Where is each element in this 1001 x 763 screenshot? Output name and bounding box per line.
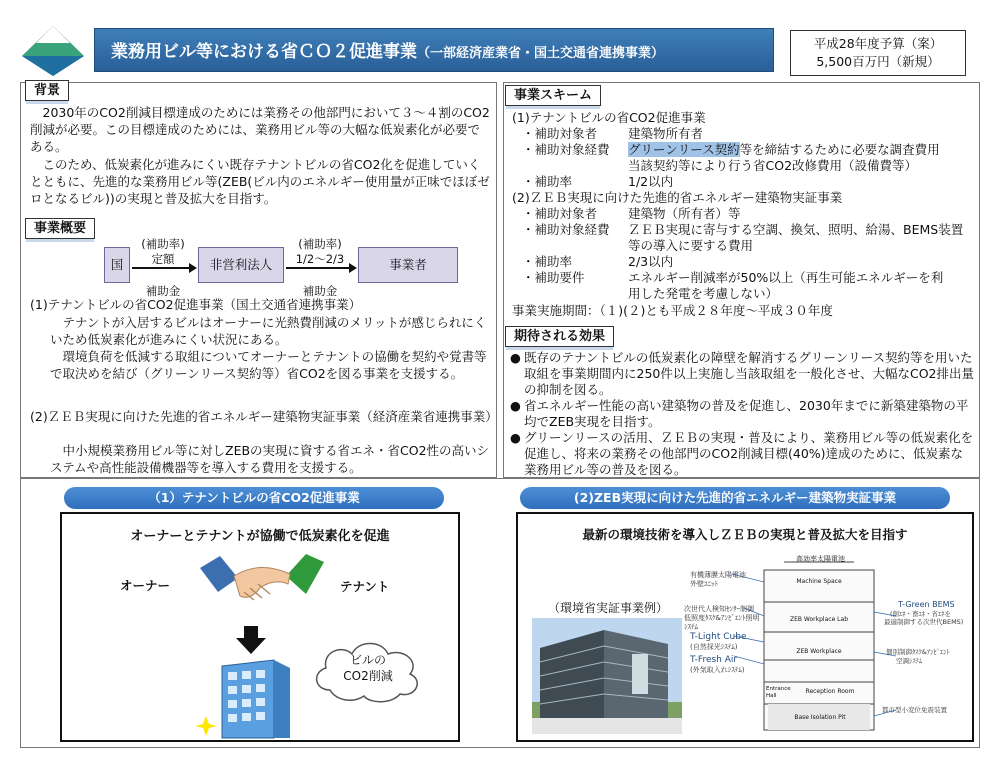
cloud-text-line1: ビルの — [349, 653, 386, 667]
bottom-left-heading: オーナーとテナントが協働で低炭素化を促進 — [130, 529, 390, 544]
background-paragraph-1: 2030年のCO2削減目標達成のためには業務その他部門において３～４割のCO2削減が必要。この目標達成のためには、業務用ビル等の大幅な低炭素化が必要である。 — [30, 105, 490, 154]
flow-box-nonprofit: 非営利法人 — [198, 247, 284, 283]
diagram-label-l4: T-Fresh Air — [690, 655, 738, 665]
scheme-s2-r4-value2: 用した発電を考慮しない） — [628, 286, 779, 301]
effects-bullet-1: ● 既存のテナントビルの低炭素化の障壁を解消するグリーンリース契約等を用いた取組を事業期間内に250件以上実施し当該取組を一般化させ、大幅なCO2排出量の抑制を図る。 — [510, 350, 975, 397]
scheme-s2-r1-key: ・補助対象者 — [522, 206, 598, 221]
overview-item2-title: (2)ＺＥＢ実現に向けた先進的省エネルギー建築物実証事業（経済産業省連携事業） — [30, 409, 498, 424]
diagram-label-r1b: (創ｴﾈ・畜ｴﾈ・省ｴﾈを — [890, 610, 952, 618]
flow-arrow2-bottom: 補助金 — [302, 284, 338, 298]
diagram-label-l1: 有機薄膜太陽電池 — [690, 571, 746, 579]
scheme-s1-r3-value: 1/2以内 — [628, 174, 674, 189]
flow-arrow2-top: (補助率) — [298, 237, 342, 251]
effects-bullet-3: ● グリーンリースの活用、ＺＥＢの実現・普及により、業務用ビル等の低炭素化を促進し、将来の業務その他部門のCO2削減目標(40%)達成のために、低炭素な業務用ビル等の普及を図る。 — [510, 430, 974, 477]
green-lease-highlight: グリーンリース契約 — [628, 142, 740, 157]
flow-arrow2-head — [349, 263, 357, 273]
cloud-text-line2: CO2削減 — [343, 669, 393, 683]
diagram-floor-4: Entrance Hall — [766, 686, 791, 699]
diagram-label-r2b: 空調ｼｽﾃﾑ — [896, 657, 922, 665]
overview-item1-p2: 環境負荷を低減する取組についてオーナーとテナントの協働を契約や覚書等で取決めを結び（グリーンリース契約等）省CO2を図る事業を支援する。 — [50, 349, 487, 381]
page-title: 業務用ビル等における省ＣＯ２促進事業（一部経済産業省・国土交通省連携事業） — [111, 42, 665, 62]
scheme-s2-r2-value2: 等の導入に要する費用 — [628, 238, 754, 253]
scheme-s2-r2-value: ＺＥＢ実現に寄与する空調、換気、照明、給湯、BEMS装置 — [628, 222, 964, 237]
diagram-label-l3: T-Light Cube — [690, 632, 747, 642]
scheme-s1-title: (1)テナントビルの省CO2促進事業 — [512, 110, 706, 125]
scheme-s1-r2-key: ・補助対象経費 — [522, 142, 610, 157]
handshake-icon — [198, 548, 326, 612]
diagram-label-r1c: 最適制御する次世代BEMS) — [884, 618, 964, 626]
example-label: （環境省実証事業例） — [548, 601, 669, 615]
budget-line1: 平成28年度予算（案） — [813, 36, 943, 51]
diagram-label-r1: T-Green BEMS — [898, 600, 955, 609]
budget-box — [790, 30, 966, 76]
diagram-label-l2: 次世代人検知ｾﾝｻｰ制御 — [684, 605, 754, 613]
bottom-right-heading: 最新の環境技術を導入しＺＥＢの実現と普及拡大を目指す — [582, 527, 908, 542]
scheme-s1-r1-key: ・補助対象者 — [522, 126, 598, 141]
overview-item1-p1: テナントが入居するビルはオーナーに光熱費削減のメリットが感じられにくいため低炭素化が進みにくい状況にある。 — [50, 315, 487, 347]
scheme-label: 事業スキーム — [505, 85, 601, 106]
flow-arrow1-mid: 定額 — [151, 252, 175, 266]
bullet-dot-icon: ● — [510, 350, 521, 365]
header — [14, 18, 988, 86]
effects-label: 期待される効果 — [505, 326, 614, 347]
scheme-s1-r2-value: グリーンリース契約等を締結するために必要な調査費用 — [628, 142, 940, 157]
scheme-s2-r4-value: エネルギー削減率が50%以上（再生可能エネルギーを利 — [628, 270, 944, 285]
flow-arrow1 — [132, 267, 190, 269]
flow-box-operator: 事業者 — [358, 247, 458, 283]
overview-item1-title: (1)テナントビルの省CO2促進事業（国土交通省連携事業） — [30, 297, 362, 312]
diagram-label-l2c: ｼｽﾃﾑ — [684, 623, 698, 631]
owner-label: オーナー — [120, 578, 171, 593]
diagram-label-top: 高効率太陽電池 — [796, 555, 845, 563]
flow-arrow1-head — [189, 263, 197, 273]
zeb-building-photo — [532, 618, 682, 734]
scheme-s1-r1-value: 建築物所有者 — [628, 126, 704, 141]
diagram-label-l1b: 外壁ﾕﾆｯﾄ — [690, 580, 718, 588]
flow-arrow1-bottom: 補助金 — [145, 284, 181, 298]
scheme-s1-r3-key: ・補助率 — [522, 174, 573, 189]
flow-arrow2-mid: 1/2～2/3 — [295, 252, 345, 266]
diagram-floor-2: ZEB Workplace Lab — [790, 616, 848, 623]
overview-item2-p1: 中小規模業務用ビル等に対しZEBの実現に資する省エネ・省CO2性の高いシステムや高性能設備機器等を導入する費用を支援する。 — [50, 443, 490, 475]
title-bar — [94, 28, 774, 72]
diagram-floor-3: ZEB Workplace — [796, 648, 842, 655]
diagram-floor-1: Machine Space — [796, 578, 842, 585]
scheme-s1-r2-value2: 当該契約等により行う省CO2改修費用（設備費等） — [628, 158, 918, 173]
bullet-dot-icon: ● — [510, 398, 521, 413]
scheme-period: 事業実施期間：（１)(２)とも平成２８年度～平成３０年度 — [512, 303, 833, 318]
diagram-floor-6: Base Isolation Pit — [794, 714, 846, 721]
diagram-label-r3: 都市型小変位免震装置 — [882, 706, 947, 714]
diagram-label-r2: 個別制御ﾀｽｸ&ｱﾝﾋﾞｴﾝﾄ — [886, 648, 950, 656]
tenant-label: テナント — [340, 579, 390, 594]
bottom-right-pill: (2)ZEB実現に向けた先進的省エネルギー建築物実証事業 — [520, 487, 950, 509]
budget-line2: 5,500百万円（新規） — [816, 54, 940, 69]
background-paragraph-2: このため、低炭素化が進みにくい既存テナントビルの省CO2化を促進していくとともに、先進的な業務用ビル等(ZEB(ビル内のエネルギー使用量が正味でほぼゼロとなるビル))の実現と普及拡大を目指す。 — [30, 157, 490, 206]
scheme-s2-title: (2)ＺＥＢ実現に向けた先進的省エネルギー建築物実証事業 — [512, 190, 843, 205]
diagram-label-l3b: (自然採光ｼｽﾃﾑ) — [690, 643, 738, 651]
scheme-s2-r1-value: 建築物（所有者）等 — [628, 206, 741, 221]
bottom-left-pill: （1）テナントビルの省CO2促進事業 — [64, 487, 444, 509]
office-building-icon — [196, 656, 306, 740]
diagram-label-l4b: (外気取入れｼｽﾃﾑ) — [690, 666, 745, 674]
scheme-s2-r2-key: ・補助対象経費 — [522, 222, 610, 237]
down-arrow-icon — [236, 626, 266, 654]
scheme-s2-r3-value: 2/3以内 — [628, 254, 674, 269]
background-label: 背景 — [25, 80, 69, 101]
scheme-s2-r4-key: ・補助要件 — [522, 270, 585, 285]
flow-arrow1-top: (補助率) — [141, 237, 185, 251]
flow-box-country: 国 — [104, 247, 130, 283]
effects-bullet-2: ● 省エネルギー性能の高い建築物の普及を促進し、2030年までに新築建築物の平均でZEB実現を目指す。 — [510, 398, 969, 429]
diagram-floor-5: Reception Room — [805, 688, 855, 695]
flow-arrow2 — [286, 267, 350, 269]
overview-label: 事業概要 — [25, 218, 95, 239]
diagram-label-l2b: 低照度ﾀｽｸ&ｱﾝﾋﾞｴﾝﾄ照明 — [684, 614, 760, 622]
scheme-s2-r3-key: ・補助率 — [522, 254, 573, 269]
bullet-dot-icon: ● — [510, 430, 521, 445]
ministry-logo-icon — [18, 22, 88, 80]
